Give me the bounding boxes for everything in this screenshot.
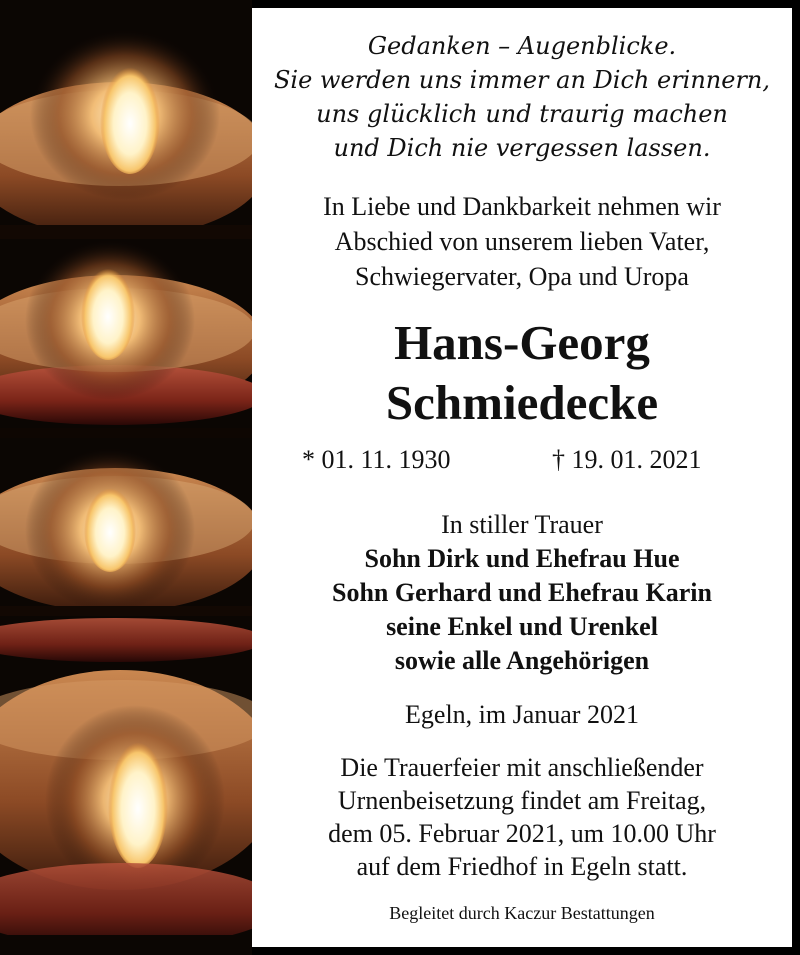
poem [252, 29, 792, 165]
deceased-name [252, 313, 792, 433]
intro-line: Abschied von unserem lieben Vater, [334, 227, 710, 256]
candles-photo [0, 0, 252, 955]
service-line: auf dem Friedhof in Egeln statt. [356, 852, 688, 881]
deceased-last-name: Schmiedecke [385, 375, 659, 430]
mourner-line: Sohn Dirk und Ehefrau Hue [364, 544, 680, 573]
service-line: dem 05. Februar 2021, um 10.00 Uhr [328, 819, 716, 848]
intro-line: Schwiegervater, Opa und Uropa [355, 262, 689, 291]
life-dates [252, 442, 792, 478]
birth-date: * 01. 11. 1930 [302, 445, 451, 474]
mourning-heading: In stiller Trauer [441, 510, 603, 539]
obituary-panel [252, 8, 792, 947]
mourner-line: seine Enkel und Urenkel [386, 612, 658, 641]
poem-line: und Dich nie vergessen lassen. [333, 134, 711, 162]
place-date: Egeln, im Januar 2021 [405, 700, 639, 729]
service-line: Urnenbeisetzung findet am Freitag, [337, 786, 707, 815]
service-info [252, 751, 792, 883]
funeral-home-credit: Begleitet durch Kaczur Bestattungen [389, 903, 655, 923]
poem-line: Sie werden uns immer an Dich erinnern, [273, 66, 771, 94]
intro-line: In Liebe und Dankbarkeit nehmen wir [323, 192, 721, 221]
service-line: Die Trauerfeier mit anschließender [340, 753, 704, 782]
intro-text [252, 189, 792, 294]
poem-line: Gedanken – Augenblicke. [367, 32, 677, 60]
poem-line: uns glücklich und traurig machen [316, 100, 728, 128]
deceased-first-name: Hans-Georg [394, 315, 650, 370]
death-date: † 19. 01. 2021 [552, 445, 702, 474]
candles-image [0, 0, 252, 955]
mourners-list [252, 542, 792, 678]
mourner-line: sowie alle Angehörigen [394, 646, 650, 675]
mourner-line: Sohn Gerhard und Ehefrau Karin [332, 578, 712, 607]
